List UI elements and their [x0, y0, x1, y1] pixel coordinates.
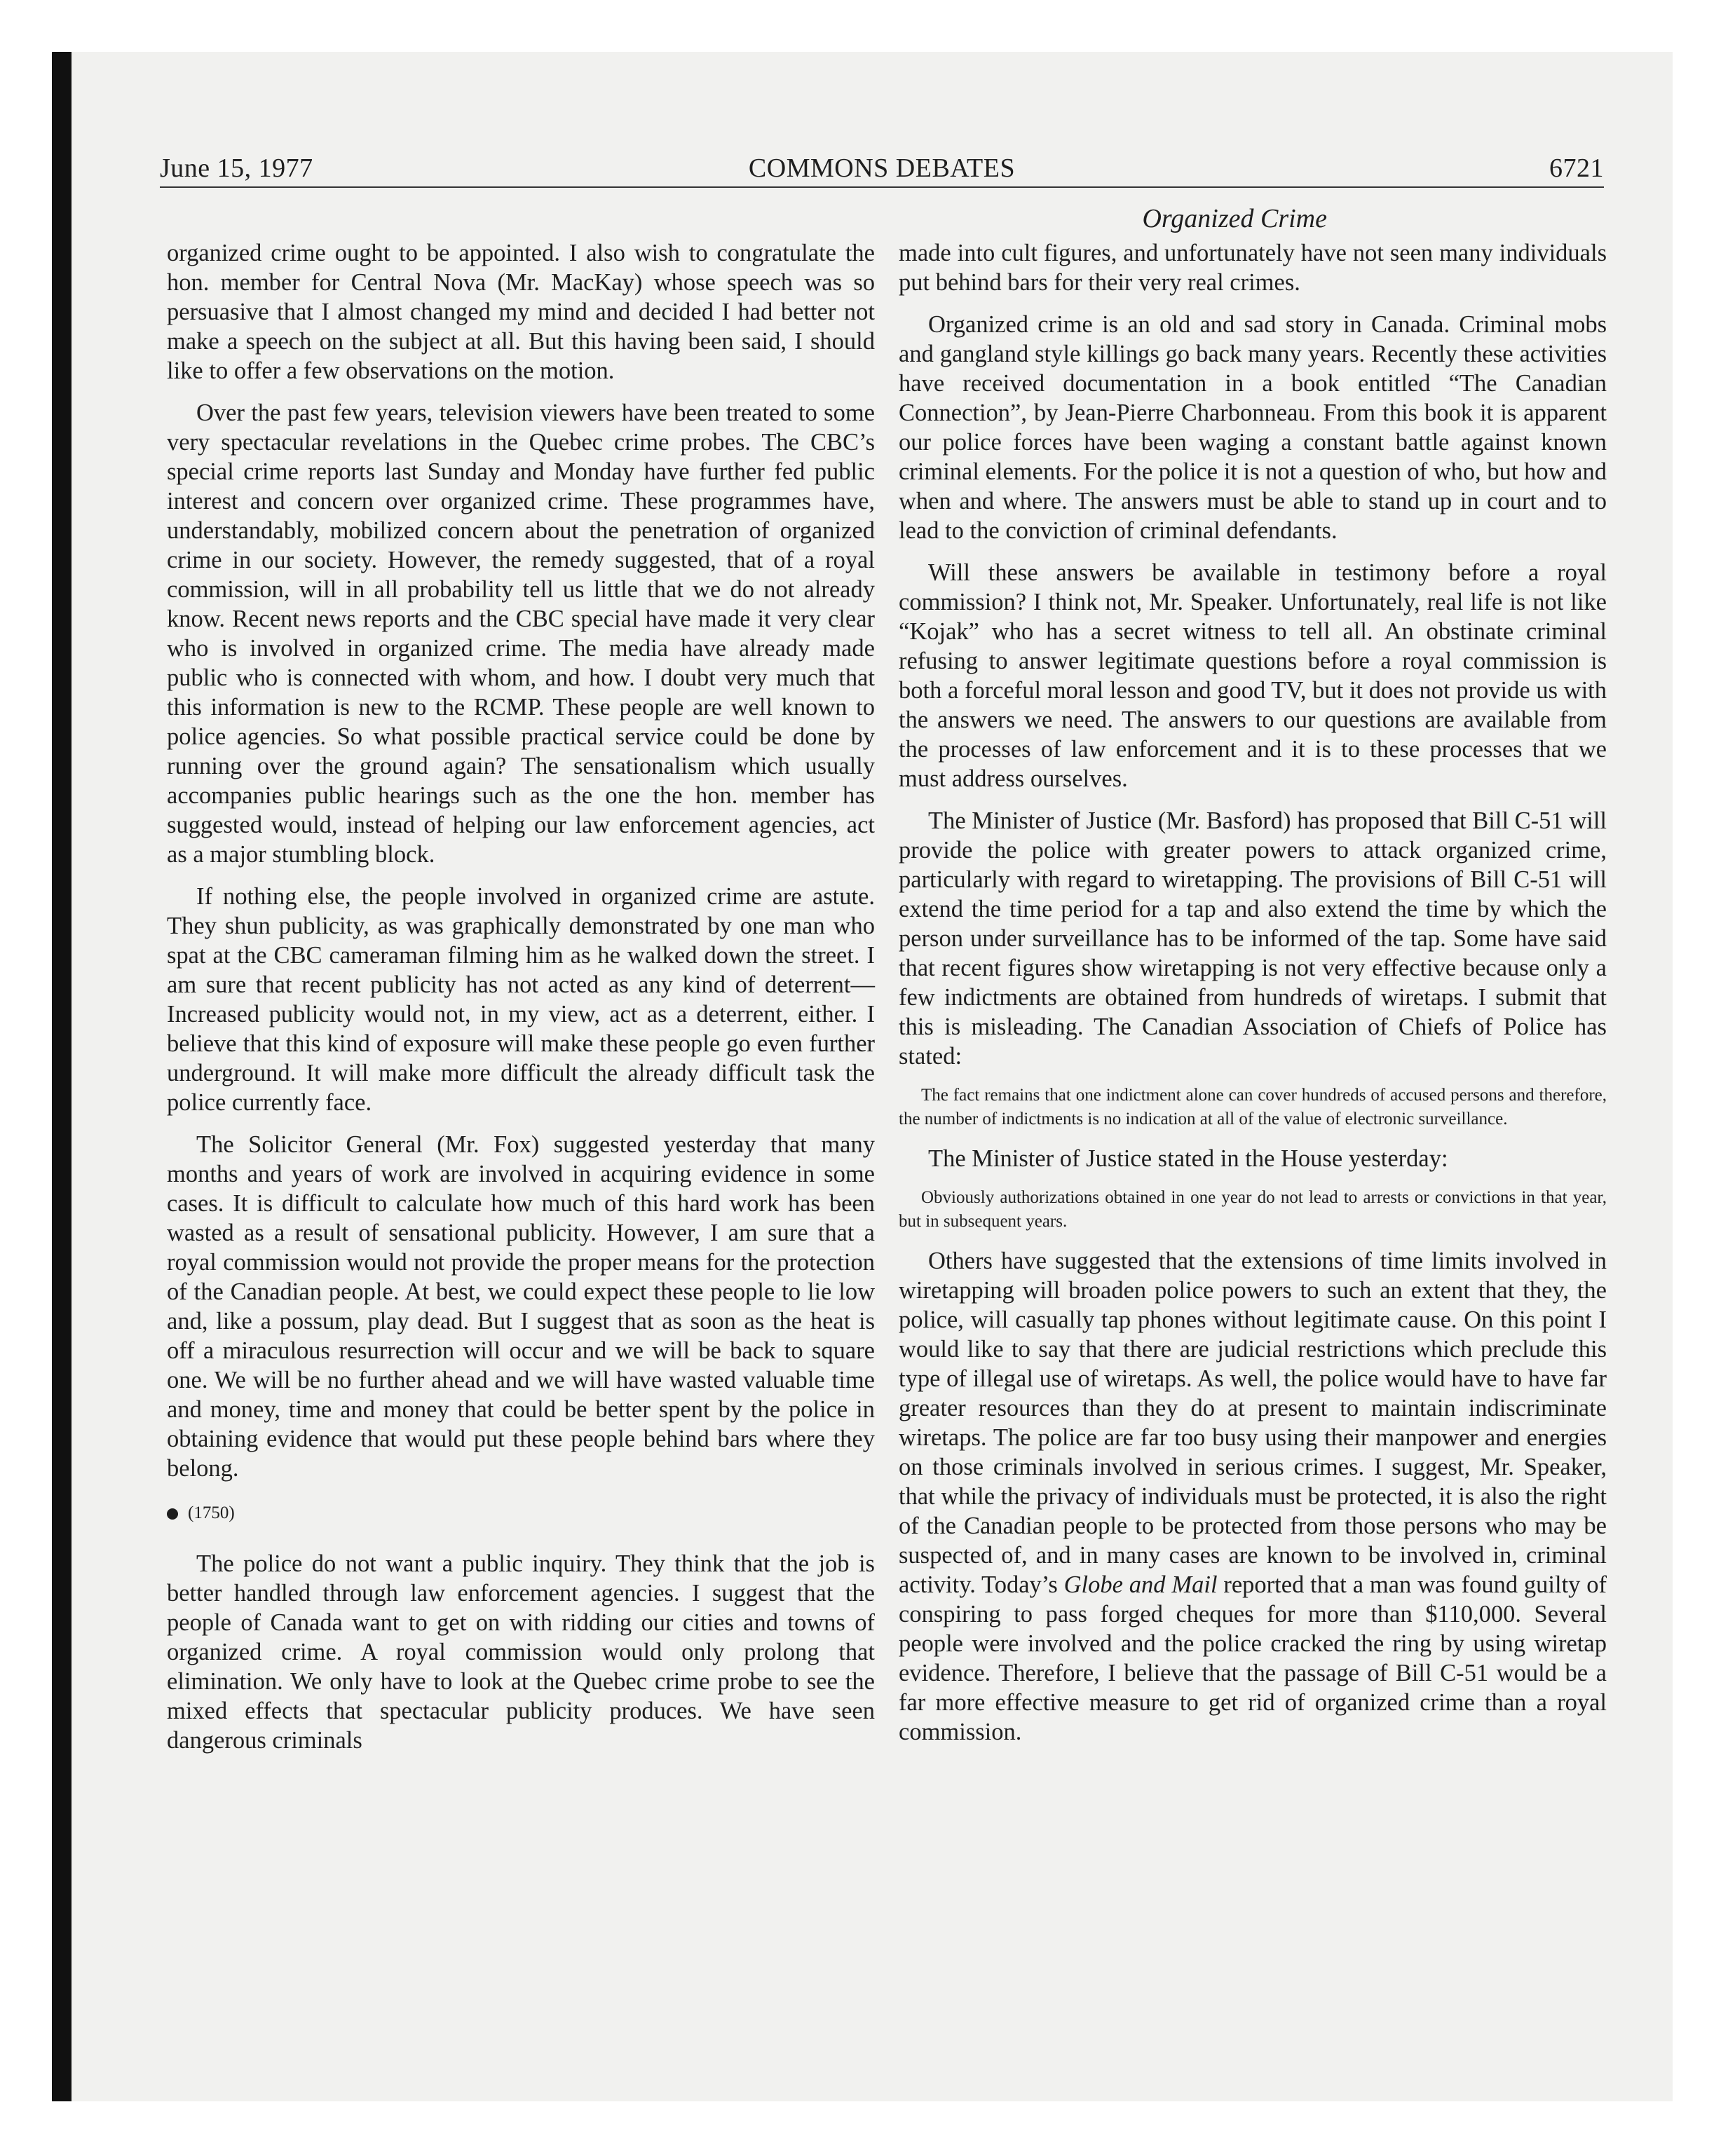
right-paragraph-6	[899, 1246, 1607, 1747]
header-publication: COMMONS DEBATES	[748, 153, 1016, 183]
right-paragraph-1: made into cult figures, and unfortunately have not seen many individuals put behind bars for their very real crimes.	[899, 240, 1607, 296]
header-rule	[160, 186, 1604, 188]
right-paragraph-3: Will these answers be available in testimony before a royal commission? I think not, Mr. Speaker. Unfortunately, real life is not like “Kojak” who has a secret witness to tell all. An obstinate criminal refusing to answer legitimate questions before a royal commission is both a forceful moral lesson and good TV, but it does not provide us with the answers we need. The answers to our questions are available from the processes of law enforcement and it is to these processes that we must address ourselves.	[899, 559, 1607, 792]
section-title: Organized Crime	[1142, 204, 1327, 233]
block-quote-2: Obviously authorizations obtained in one year do not lead to arrests or convictions in that year, but in subsequent years.	[899, 1188, 1607, 1231]
running-header	[160, 146, 1604, 182]
left-paragraph-5: The police do not want a public inquiry. They think that the job is better handled through law enforcement agencies. I suggest that the people of Canada want to get on with ridding our cities and towns of organized crime. A royal commission would only prolong that elimination. We only have to look at the Quebec crime probe to see the mixed effects that spectacular publicity produces. We have seen dangerous criminals	[167, 1550, 875, 1754]
time-marker	[167, 1501, 875, 1525]
right-column	[899, 238, 1607, 1759]
right-paragraph-6-part-2: reported that a man was found guilty of conspiring to pass forged cheques for more than $110,000. Several people were involved and the police cracked the ring by using wiretap evidence. Therefore, I believe that the passage of Bill C-51 would be a far more effective measure to get rid of organized crime than a royal commission.	[899, 1571, 1607, 1745]
time-marker-label: (1750)	[188, 1503, 235, 1522]
right-paragraph-2: Organized crime is an old and sad story in Canada. Criminal mobs and gangland style killings go back many years. Recently these activities have received documentation in a book entitled “The Canadian Connection”, by Jean-Pierre Charbonneau. From this book it is apparent our police forces have been waging a constant battle against known criminal elements. For the police it is not a question of who, but how and when and where. The answers must be able to stand up in court and to lead to the conviction of criminal defendants.	[899, 311, 1607, 544]
header-date: June 15, 1977	[160, 153, 313, 183]
right-paragraph-5: The Minister of Justice stated in the House yesterday:	[928, 1145, 1448, 1172]
block-quote-1: The fact remains that one indictment alone can cover hundreds of accused persons and therefore, the number of indictments is no indication at all of the value of electronic surveillance.	[899, 1086, 1607, 1128]
right-paragraph-4: The Minister of Justice (Mr. Basford) has proposed that Bill C-51 will provide the police with greater powers to attack organized crime, particularly with regard to wiretapping. The provisions of Bill C-51 will extend the time period for a tap and also extend the time by which the person under surveillance has to be informed of the tap. Some have said that recent figures show wiretapping is not very effective because only a few indictments are obtained from hundreds of wiretaps. I submit that this is misleading. The Canadian Association of Chiefs of Police has stated:	[899, 807, 1607, 1070]
right-paragraph-6-part-1: Others have suggested that the extensions of time limits involved in wiretapping will broaden police powers to such an extent that they, the police, will casually tap phones without legitimate cause. On this point I would like to say that there are judicial restrictions which preclude this type of illegal use of wiretaps. As well, the police would have to have far greater resources than they do at present to maintain indiscriminate wiretaps. The police are far too busy using their manpower and energies on those criminals involved in serious crimes. I suggest, Mr. Speaker, that while the privacy of individuals must be protected, it is also the right of the Canadian people to be protected from those persons who may be suspected of, and in many cases are known to be involved in, criminal activity. Today’s	[899, 1248, 1607, 1598]
bullet-dot-icon	[167, 1508, 178, 1520]
left-paragraph-3: If nothing else, the people involved in organized crime are astute. They shun publicity, as was graphically demonstrated by one man who spat at the CBC cameraman filming him as he walked down the street. I am sure that recent publicity has not acted as any kind of deterrent—Increased publicity would not, in my view, act as a deterrent, either. I believe that this kind of exposure will make these people go even further underground. It will make more difficult the already difficult task the police currently face.	[167, 883, 875, 1116]
left-paragraph-4: The Solicitor General (Mr. Fox) suggested yesterday that many months and years of work are involved in acquiring evidence in some cases. It is difficult to calculate how much of this hard work has been wasted as a result of sensational publicity. However, I am sure that a royal commission would not provide the proper means for the protection of the Canadian people. At best, we could expect these people to lie low and, like a possum, play dead. But I suggest that as soon as the heat is off a miraculous resurrection will occur and we will be back to square one. We will be no further ahead and we will have wasted valuable time and money, time and money that could be better spent by the police in obtaining evidence that would put these people behind bars where they belong.	[167, 1131, 875, 1482]
newspaper-title: Globe and Mail	[1063, 1571, 1218, 1598]
left-paragraph-1: organized crime ought to be appointed. I also wish to congratulate the hon. member for Central Nova (Mr. MacKay) whose speech was so persuasive that I almost changed my mind and decided I had better not make a speech on the subject at all. But this having been said, I should like to offer a few observations on the motion.	[167, 240, 875, 384]
scan-spine-edge	[52, 52, 72, 2101]
left-paragraph-2: Over the past few years, television viewers have been treated to some very spectacular revelations in the Quebec crime probes. The CBC’s special crime reports last Sunday and Monday have further fed public interest and concern over organized crime. These programmes have, understandably, mobilized concern about the penetration of organized crime in our society. However, the remedy suggested, that of a royal commission, will in all probability tell us little that we do not already know. Recent news reports and the CBC special have made it very clear who is involved in organized crime. The media have already made public who is connected with whom, and how. I doubt very much that this information is new to the RCMP. These people are well known to police agencies. So what possible practical service could be done by running over the ground again? The sensationalism which usually accompanies public hearings such as the one the hon. member has suggested would, instead of helping our law enforcement agencies, act as a major stumbling block.	[167, 400, 875, 868]
document-page	[160, 146, 1607, 1754]
header-page-number: 6721	[1549, 153, 1604, 183]
left-column	[167, 238, 875, 1768]
